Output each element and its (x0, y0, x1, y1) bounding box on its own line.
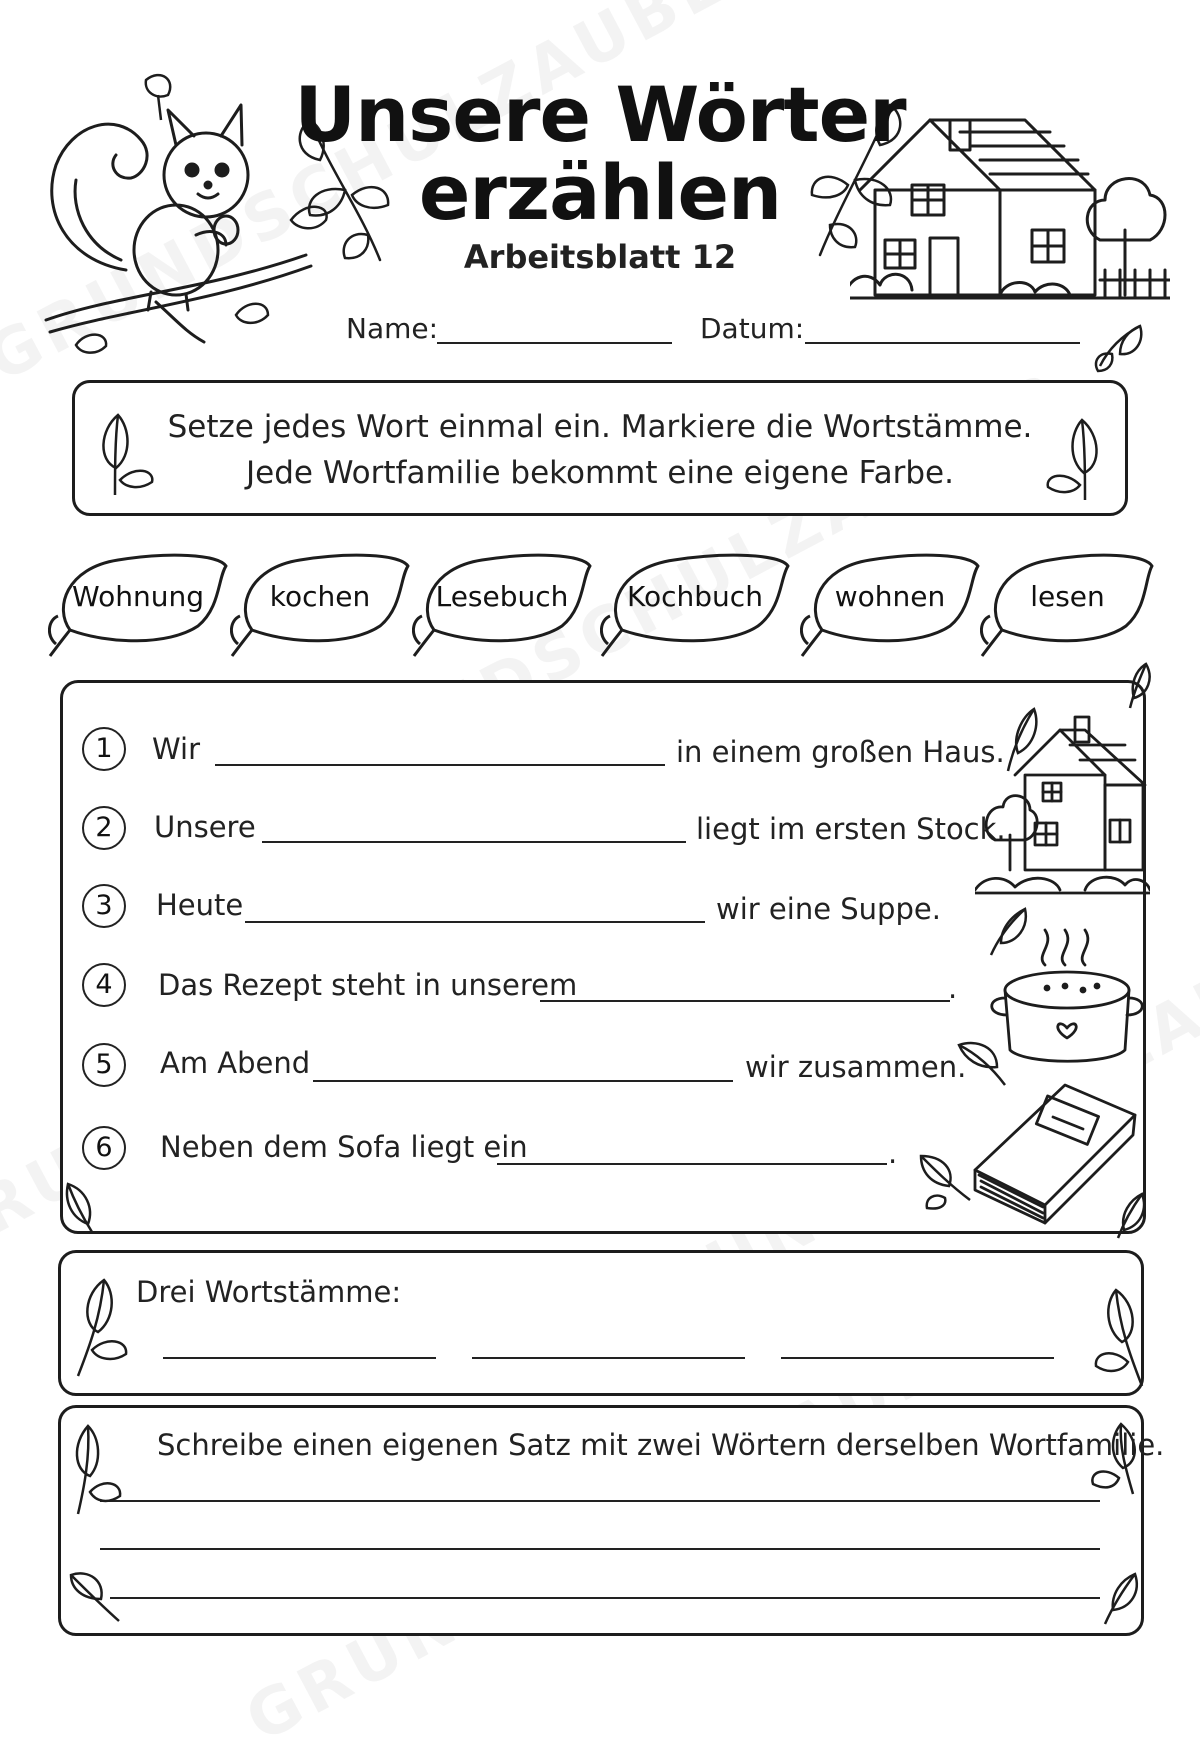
sentence-text: Am Abend (160, 1046, 311, 1080)
word-card-lesebuch[interactable] (412, 548, 592, 658)
sentence-text: . (888, 1136, 898, 1170)
sentence-text: wir eine Suppe. (716, 892, 941, 926)
word-card-wohnen[interactable] (800, 548, 980, 658)
word-label: Kochbuch (627, 580, 763, 613)
leaf-icon (985, 905, 1030, 960)
sentence-text: Neben dem Sofa liegt ein (160, 1130, 528, 1164)
answer-blank[interactable] (313, 1080, 733, 1082)
page-title-line2: erzählen (418, 148, 782, 237)
word-stem-blank-1[interactable] (163, 1357, 436, 1359)
sentence-text: . (948, 971, 958, 1005)
leaf-icon (1040, 415, 1110, 505)
word-card-kochen[interactable] (230, 548, 410, 658)
answer-blank[interactable] (262, 841, 686, 843)
sentence-number: 5 (82, 1043, 126, 1087)
word-card-kochbuch[interactable] (600, 548, 790, 658)
word-card-lesen[interactable] (980, 548, 1155, 658)
leaf-icon (60, 1180, 100, 1235)
writing-line-3[interactable] (110, 1597, 1100, 1599)
leaf-icon (1095, 1568, 1145, 1628)
own-sentence-prompt: Schreibe einen eigenen Satz mit zwei Wörtern derselben Wortfamilie. (157, 1428, 1165, 1462)
writing-line-2[interactable] (100, 1548, 1100, 1550)
word-label: Wohnung (72, 580, 204, 613)
sentence-text: Heute (156, 888, 244, 922)
leaf-icon (1120, 660, 1155, 710)
answer-blank[interactable] (540, 1000, 950, 1002)
word-stems-box (58, 1250, 1144, 1396)
word-stem-blank-2[interactable] (472, 1357, 745, 1359)
word-label: lesen (1030, 580, 1105, 613)
name-field[interactable] (437, 342, 672, 344)
sentence-number: 1 (82, 727, 126, 771)
word-label: kochen (269, 580, 371, 613)
leaf-icon (65, 1565, 125, 1625)
leaf-icon (68, 1418, 128, 1518)
page-title: Unsere Wörter (294, 70, 906, 159)
leaf-icon (90, 410, 160, 500)
worksheet-number: Arbeitsblatt 12 (463, 238, 737, 276)
name-label: Name: (346, 312, 439, 345)
word-label: Lesebuch (435, 580, 569, 613)
answer-blank[interactable] (497, 1163, 887, 1165)
leaf-icon (70, 1270, 135, 1380)
sentence-number: 4 (82, 963, 126, 1007)
answer-blank[interactable] (215, 764, 665, 766)
date-field[interactable] (805, 342, 1080, 344)
instruction-line-1: Setze jedes Wort einmal ein. Markiere die Wortstämme. (167, 409, 1033, 445)
leaf-icon (1000, 705, 1040, 775)
sentence-text: Unsere (154, 810, 256, 844)
sentence-text: wir zusammen. (745, 1050, 967, 1084)
word-stem-blank-3[interactable] (781, 1357, 1054, 1359)
leaf-icon (1090, 1280, 1150, 1390)
writing-line-1[interactable] (100, 1500, 1100, 1502)
sentence-number: 6 (82, 1126, 126, 1170)
word-label: wohnen (834, 580, 946, 613)
sentence-text: Wir (152, 732, 201, 766)
date-label: Datum: (700, 312, 805, 345)
instructions-box (72, 380, 1128, 516)
leaf-icon (915, 1150, 975, 1210)
leaf-icon (1085, 1418, 1145, 1498)
sentence-number: 3 (82, 884, 126, 928)
instruction-line-2: Jede Wortfamilie bekommt eine eigene Farbe. (246, 455, 954, 491)
answer-blank[interactable] (245, 921, 705, 923)
sentence-text: in einem großen Haus. (676, 735, 1005, 769)
leaf-icon (1110, 1190, 1150, 1240)
leaf-icon (1090, 316, 1150, 376)
word-card-wohnung[interactable] (48, 548, 228, 658)
word-stems-label: Drei Wortstämme: (136, 1275, 402, 1309)
sentence-text: liegt im ersten Stock. (696, 812, 1006, 846)
sentence-text: Das Rezept steht in unserem (158, 968, 578, 1002)
sentence-number: 2 (82, 806, 126, 850)
